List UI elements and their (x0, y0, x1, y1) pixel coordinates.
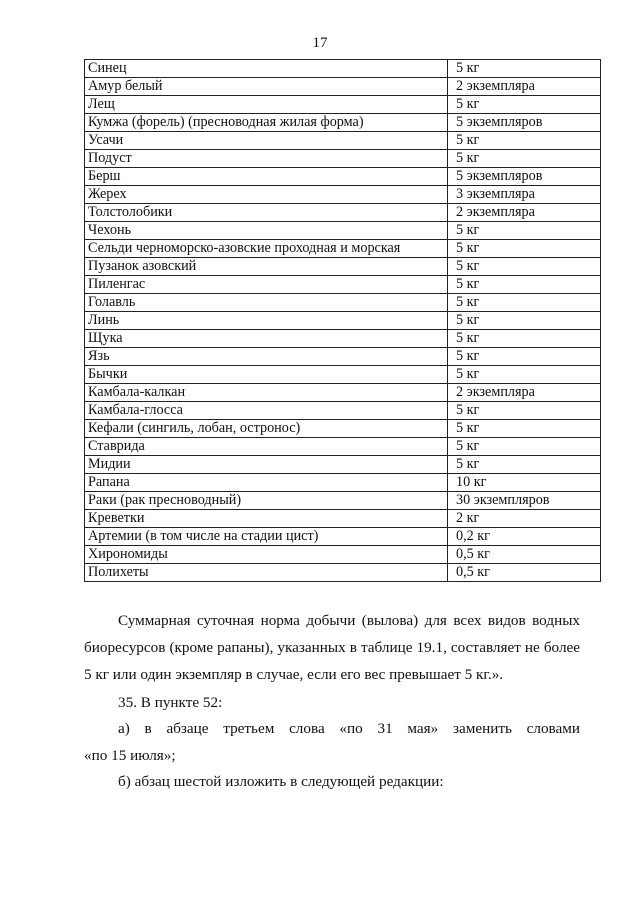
item-a-line-2: «по 15 июля»; (84, 747, 176, 764)
norm-cell: 5 экземпляров (448, 114, 601, 132)
norm-cell: 5 кг (448, 96, 601, 114)
norm-cell: 5 кг (448, 132, 601, 150)
table-row (85, 204, 601, 222)
norm-cell: 5 кг (448, 402, 601, 420)
table-row (85, 186, 601, 204)
catch-norms-table (84, 59, 601, 582)
species-cell: Пиленгас (85, 276, 448, 294)
table-row (85, 258, 601, 276)
table-row (85, 150, 601, 168)
norm-cell: 10 кг (448, 474, 601, 492)
species-cell: Бычки (85, 366, 448, 384)
species-cell: Хирономиды (85, 546, 448, 564)
norm-cell: 3 экземпляра (448, 186, 601, 204)
species-cell: Синец (85, 60, 448, 78)
species-cell: Раки (рак пресноводный) (85, 492, 448, 510)
table-row (85, 348, 601, 366)
table-row (85, 294, 601, 312)
norm-cell: 5 кг (448, 456, 601, 474)
species-cell: Подуст (85, 150, 448, 168)
species-cell: Язь (85, 348, 448, 366)
table-row (85, 240, 601, 258)
species-cell: Жерех (85, 186, 448, 204)
species-cell: Камбала-калкан (85, 384, 448, 402)
catch-norms-table-body (85, 60, 601, 582)
species-cell: Толстолобики (85, 204, 448, 222)
norm-cell: 5 кг (448, 420, 601, 438)
norm-cell: 2 экземпляра (448, 204, 601, 222)
table-row (85, 420, 601, 438)
summary-paragraph: Суммарная суточная норма добычи (вылова) для всех видов водных биоресурсов (кроме рапаны), указанных в таблице 19.1, составляет не более 5 кг или один экземпляр в случае, если его вес превышает 5 кг.». (84, 612, 580, 683)
norm-cell: 5 кг (448, 276, 601, 294)
norm-cell: 2 экземпляра (448, 384, 601, 402)
species-cell: Амур белый (85, 78, 448, 96)
norm-cell: 5 кг (448, 366, 601, 384)
norm-cell: 0,5 кг (448, 546, 601, 564)
species-cell: Рапана (85, 474, 448, 492)
norm-cell: 5 кг (448, 222, 601, 240)
table-row (85, 528, 601, 546)
norm-cell: 5 кг (448, 240, 601, 258)
norm-cell: 5 кг (448, 348, 601, 366)
norm-cell: 0,5 кг (448, 564, 601, 582)
norm-cell: 2 экземпляра (448, 78, 601, 96)
item-a-line-1: а) в абзаце третьем слова «по 31 мая» заменить словами (118, 720, 580, 737)
table-row (85, 114, 601, 132)
species-cell: Линь (85, 312, 448, 330)
species-cell: Лещ (85, 96, 448, 114)
item-b-paragraph: б) абзац шестой изложить в следующей редакции: (118, 773, 444, 790)
table-row (85, 456, 601, 474)
table-row (85, 222, 601, 240)
table-row (85, 546, 601, 564)
norm-cell: 5 кг (448, 330, 601, 348)
table-row (85, 276, 601, 294)
norm-cell: 5 кг (448, 60, 601, 78)
table-row (85, 438, 601, 456)
table-row (85, 168, 601, 186)
species-cell: Камбала-глосса (85, 402, 448, 420)
species-cell: Пузанок азовский (85, 258, 448, 276)
page-number: 17 (312, 35, 328, 51)
table-row (85, 78, 601, 96)
table-row (85, 132, 601, 150)
norm-cell: 5 кг (448, 150, 601, 168)
norm-cell: 5 кг (448, 294, 601, 312)
table-row (85, 384, 601, 402)
species-cell: Креветки (85, 510, 448, 528)
table-row (85, 366, 601, 384)
species-cell: Щука (85, 330, 448, 348)
norm-cell: 0,2 кг (448, 528, 601, 546)
table-row (85, 474, 601, 492)
species-cell: Ставрида (85, 438, 448, 456)
table-row (85, 60, 601, 78)
table-row (85, 402, 601, 420)
norm-cell: 5 кг (448, 312, 601, 330)
table-row (85, 492, 601, 510)
table-row (85, 312, 601, 330)
species-cell: Берш (85, 168, 448, 186)
norm-cell: 2 кг (448, 510, 601, 528)
species-cell: Голавль (85, 294, 448, 312)
species-cell: Артемии (в том числе на стадии цист) (85, 528, 448, 546)
species-cell: Усачи (85, 132, 448, 150)
norm-cell: 5 кг (448, 258, 601, 276)
table-row (85, 330, 601, 348)
table-row (85, 96, 601, 114)
item-35-heading: 35. В пункте 52: (118, 694, 223, 711)
species-cell: Кефали (сингиль, лобан, остронос) (85, 420, 448, 438)
table-row (85, 564, 601, 582)
norm-cell: 5 кг (448, 438, 601, 456)
table-row (85, 510, 601, 528)
species-cell: Полихеты (85, 564, 448, 582)
species-cell: Чехонь (85, 222, 448, 240)
norm-cell: 5 экземпляров (448, 168, 601, 186)
norm-cell: 30 экземпляров (448, 492, 601, 510)
species-cell: Мидии (85, 456, 448, 474)
species-cell: Сельди черноморско-азовские проходная и морская (85, 240, 448, 258)
species-cell: Кумжа (форель) (пресноводная жилая форма) (85, 114, 448, 132)
